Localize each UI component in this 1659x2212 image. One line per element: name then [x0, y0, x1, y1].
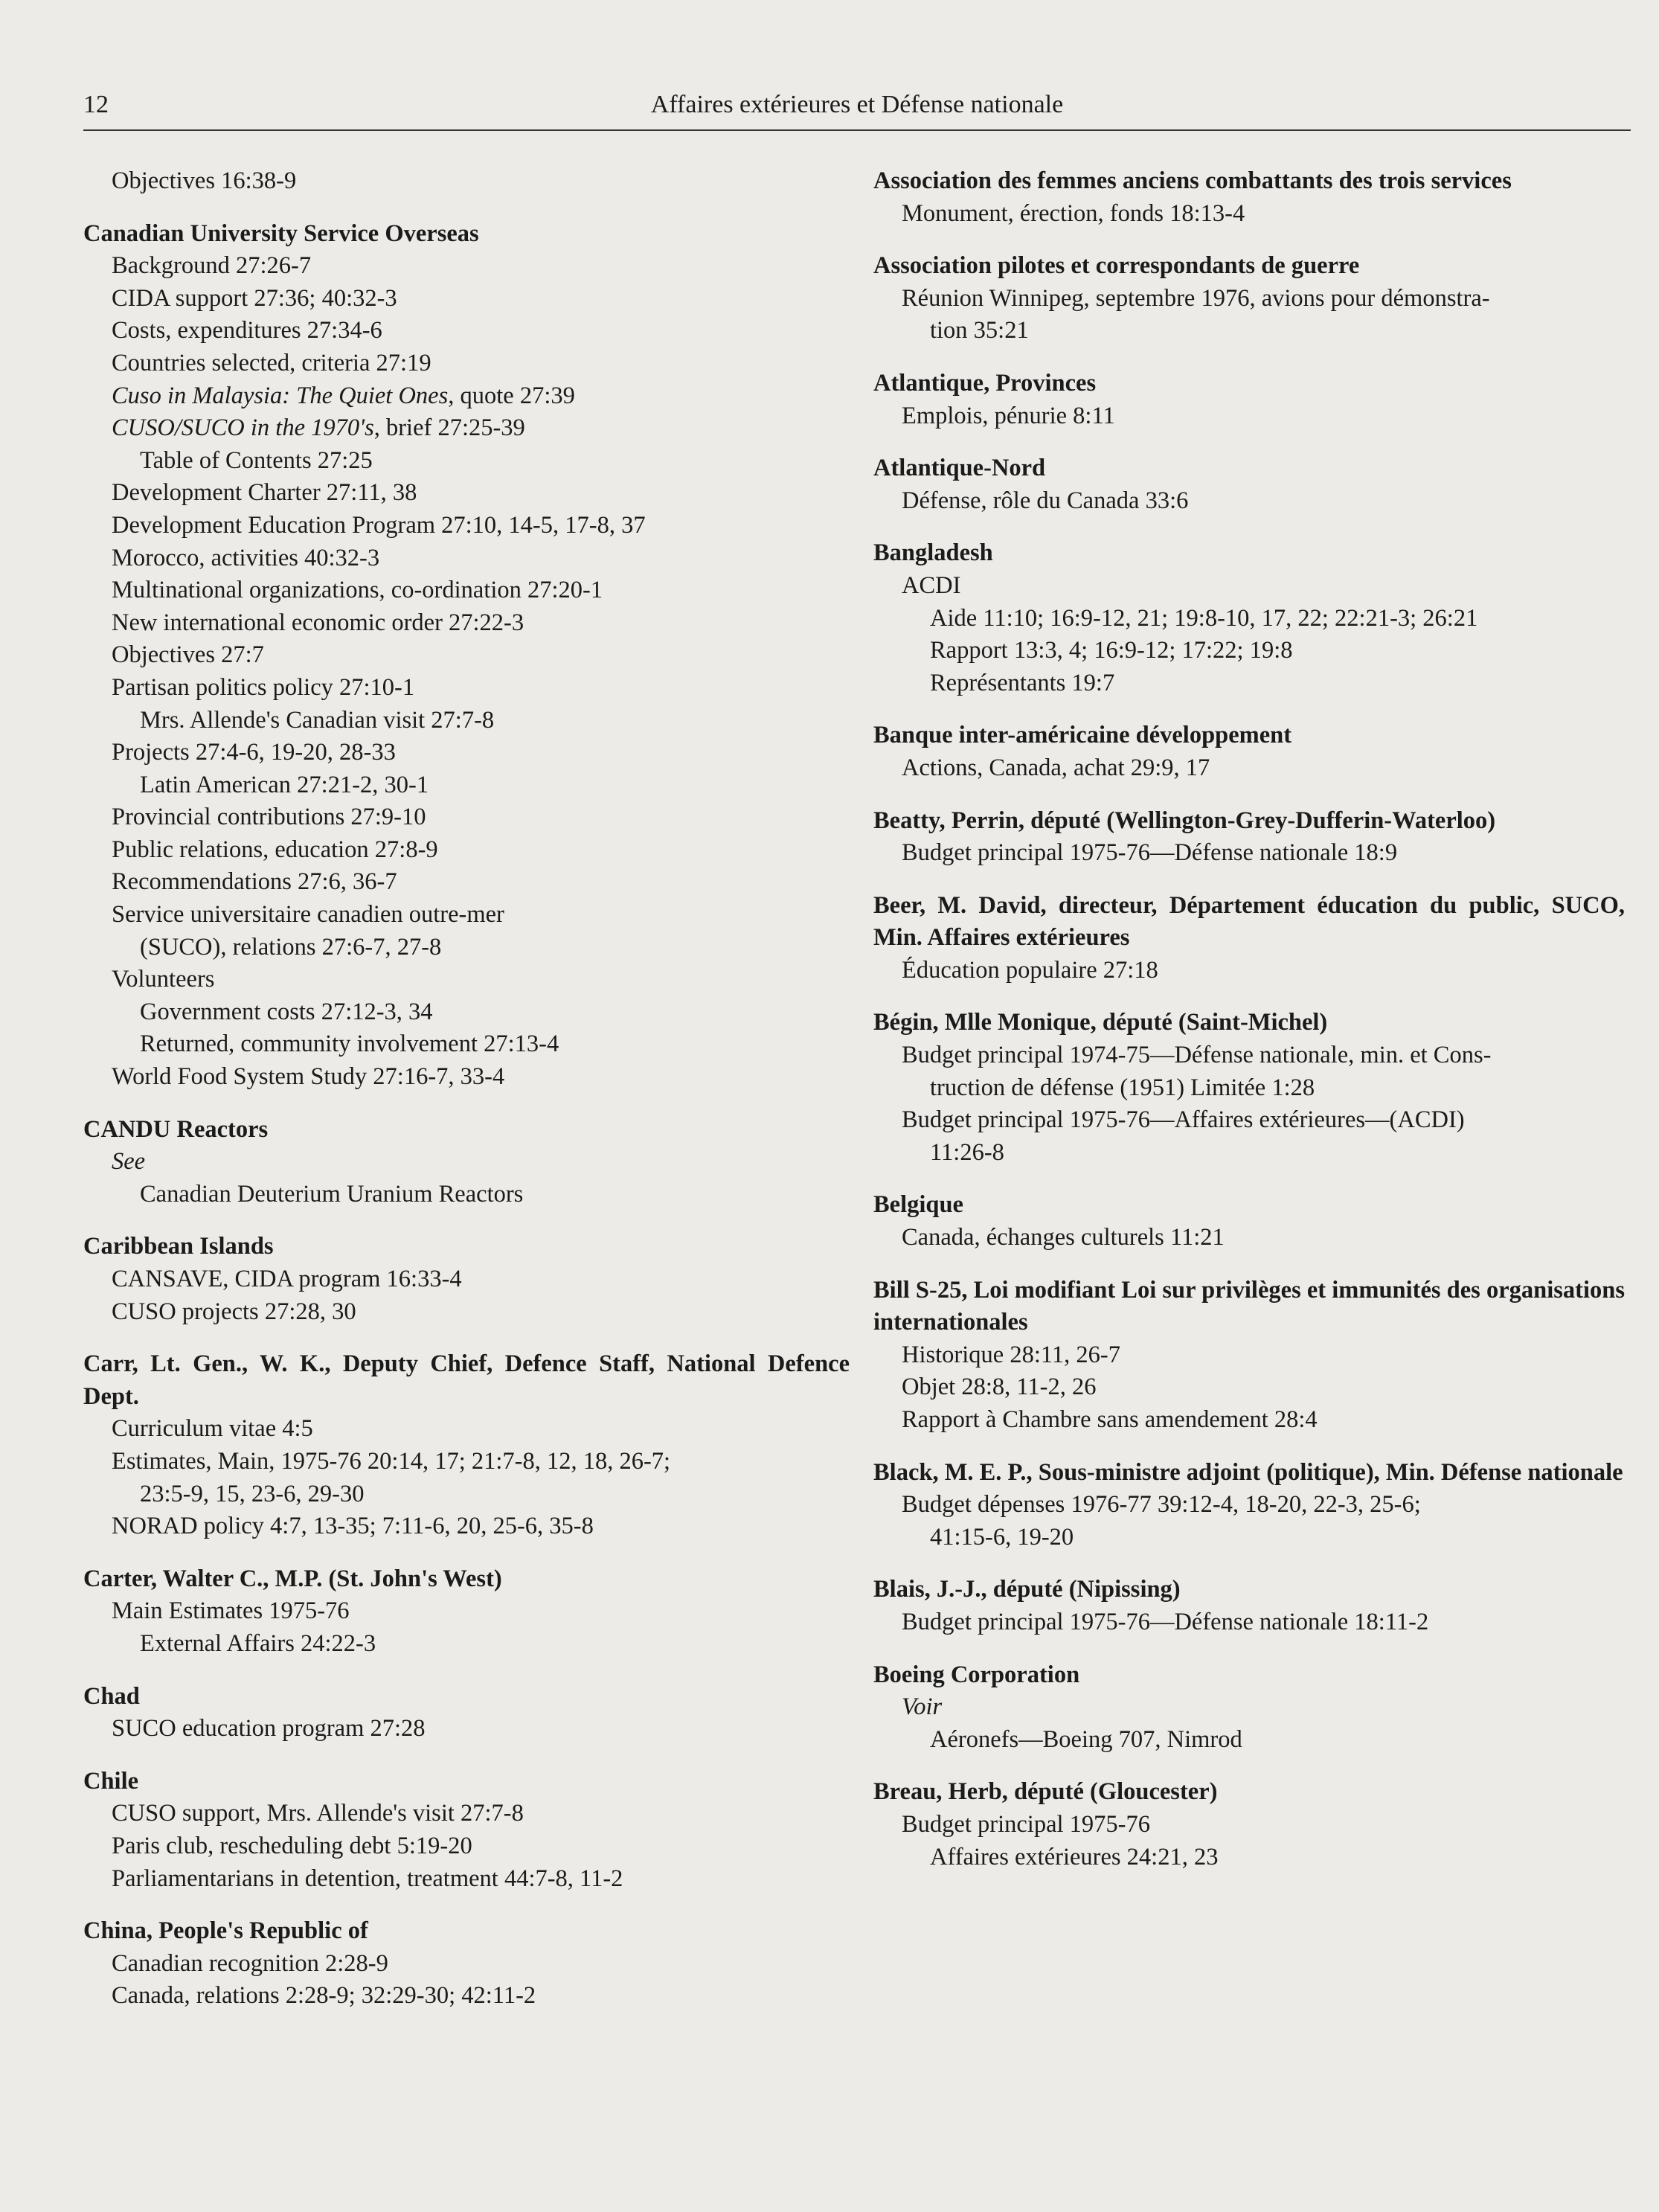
- index-heading: Chad: [83, 1682, 140, 1710]
- index-heading: Association pilotes et correspondants de guerre: [873, 252, 1360, 280]
- index-subentry: Emplois, pénurie 8:11: [902, 402, 1115, 429]
- index-heading: China, People's Republic of: [83, 1917, 368, 1945]
- index-heading: CANDU Reactors: [83, 1115, 269, 1143]
- index-heading: Carter, Walter C., M.P. (St. John's West): [83, 1565, 502, 1592]
- index-entry-carr: [83, 1348, 850, 1543]
- index-subentry: CUSO support, Mrs. Allende's visit 27:7-8: [112, 1800, 524, 1827]
- index-entry-bill-s25: [873, 1275, 1625, 1437]
- index-subentry: truction de défense (1951) Limitée 1:28: [930, 1074, 1315, 1101]
- index-entry-breau: [873, 1776, 1625, 1873]
- index-subentry: Mrs. Allende's Canadian visit 27:7-8: [140, 706, 495, 734]
- index-subentry: SUCO education program 27:28: [112, 1715, 426, 1743]
- index-subentry: New international economic order 27:22-3: [112, 609, 524, 636]
- index-subentry: Parliamentarians in detention, treatment 44:7-8, 11-2: [112, 1865, 623, 1892]
- index-subentry: Recommendations 27:6, 36-7: [112, 868, 397, 896]
- index-heading: Bégin, Mlle Monique, député (Saint-Michel): [873, 1009, 1328, 1036]
- index-subentry: CANSAVE, CIDA program 16:33-4: [112, 1266, 462, 1292]
- index-subentry: Projects 27:4-6, 19-20, 28-33: [112, 739, 396, 766]
- index-heading: Boeing Corporation: [873, 1661, 1080, 1688]
- index-subentry: Costs, expenditures 27:34-6: [112, 317, 382, 344]
- index-entry-cuso: [83, 218, 850, 1094]
- index-entry-boeing: [873, 1659, 1625, 1757]
- index-subentry: Canadian Deuterium Uranium Reactors: [140, 1180, 524, 1208]
- index-entry-china: [83, 1915, 850, 2013]
- index-subentry: Background 27:26-7: [112, 252, 312, 280]
- index-subentry: Partisan politics policy 27:10-1: [112, 673, 415, 701]
- index-entry-banque: [873, 719, 1625, 784]
- index-subentry: Budget principal 1975-76—Affaires extérieures—(ACDI): [902, 1106, 1465, 1134]
- index-subentry: Objectives 16:38-9: [112, 167, 297, 194]
- index-column-left: [83, 165, 850, 2033]
- see-reference-label: See: [112, 1148, 146, 1176]
- index-subentry: Canada, échanges culturels 11:21: [902, 1224, 1225, 1251]
- index-subentry: (SUCO), relations 27:6-7, 27-8: [140, 933, 442, 961]
- index-entry-beer: [873, 890, 1625, 987]
- index-heading: Canadian University Service Overseas: [83, 219, 479, 247]
- index-heading: Bill S-25, Loi modifiant Loi sur privilèges et immunités des organisations internationales: [873, 1276, 1625, 1336]
- index-subentry: Canada, relations 2:28-9; 32:29-30; 42:11-2: [112, 1982, 536, 2010]
- index-subentry: Actions, Canada, achat 29:9, 17: [902, 754, 1210, 781]
- index-subentry: CIDA support 27:36; 40:32-3: [112, 284, 397, 312]
- index-subentry: Development Education Program 27:10, 14-5, 17-8, 37: [112, 511, 646, 539]
- see-reference-label: Voir: [902, 1693, 943, 1721]
- index-subentry: 23:5-9, 15, 23-6, 29-30: [140, 1480, 365, 1507]
- index-subentry: Défense, rôle du Canada 33:6: [902, 487, 1189, 514]
- italic-title: Cuso in Malaysia: The Quiet Ones: [112, 382, 449, 409]
- index-subentry: Main Estimates 1975-76: [112, 1597, 350, 1625]
- index-subentry: Affaires extérieures 24:21, 23: [930, 1843, 1219, 1870]
- index-subentry: Estimates, Main, 1975-76 20:14, 17; 21:7-8, 12, 18, 26-7;: [112, 1447, 671, 1475]
- index-heading: Banque inter-américaine développement: [873, 722, 1292, 749]
- index-heading: Beatty, Perrin, député (Wellington-Grey-Dufferin-Waterloo): [873, 807, 1496, 834]
- index-subentry: Aide 11:10; 16:9-12, 21; 19:8-10, 17, 22; 22:21-3; 26:21: [930, 604, 1478, 632]
- index-entry-begin: [873, 1007, 1625, 1169]
- index-subentry: Aéronefs—Boeing 707, Nimrod: [930, 1725, 1242, 1753]
- index-column-right: [873, 165, 1625, 1894]
- index-subentry: CUSO/SUCO in the 1970's, brief 27:25-39: [112, 414, 525, 442]
- index-entry-blais: [873, 1574, 1625, 1638]
- index-entry-association-femmes: [873, 165, 1625, 230]
- index-subentry: Development Charter 27:11, 38: [112, 479, 417, 507]
- index-entry-candu: [83, 1114, 850, 1211]
- index-subentry: Public relations, education 27:8-9: [112, 836, 438, 863]
- index-entry-caribbean: [83, 1231, 850, 1328]
- index-subentry: Budget principal 1975-76—Défense nationale 18:11-2: [902, 1608, 1429, 1635]
- index-heading: Bangladesh: [873, 539, 993, 567]
- index-heading: Blais, J.-J., député (Nipissing): [873, 1576, 1181, 1603]
- index-heading: Breau, Herb, député (Gloucester): [873, 1778, 1218, 1806]
- index-subentry: World Food System Study 27:16-7, 33-4: [112, 1063, 505, 1091]
- index-subentry: Budget dépenses 1976-77 39:12-4, 18-20, 22-3, 25-6;: [902, 1491, 1421, 1519]
- index-entry-association-pilotes: [873, 250, 1625, 347]
- index-subentry: Returned, community involvement 27:13-4: [140, 1030, 559, 1058]
- index-heading: Caribbean Islands: [83, 1233, 274, 1260]
- page-header: [83, 88, 1631, 131]
- index-subentry: Budget principal 1975-76: [902, 1810, 1150, 1838]
- index-subentry: Volunteers: [112, 966, 215, 993]
- index-subentry: Objectives 27:7: [112, 641, 264, 669]
- index-subentry: Government costs 27:12-3, 34: [140, 998, 433, 1025]
- page-number: 12: [83, 91, 109, 118]
- running-title: Affaires extérieures et Défense nationale: [650, 91, 1064, 118]
- index-heading: Atlantique-Nord: [873, 455, 1046, 482]
- index-subentry: Table of Contents 27:25: [140, 446, 373, 474]
- index-subentry: CUSO projects 27:28, 30: [112, 1298, 356, 1325]
- index-subentry: Réunion Winnipeg, septembre 1976, avions pour démonstra-: [902, 284, 1490, 312]
- index-entry-belgique: [873, 1189, 1625, 1254]
- index-subentry: Latin American 27:21-2, 30-1: [140, 771, 429, 798]
- index-subentry: Service universitaire canadien outre-mer: [112, 901, 504, 929]
- index-entry-chad: [83, 1681, 850, 1745]
- index-entry-chile: [83, 1766, 850, 1895]
- index-subentry: Curriculum vitae 4:5: [112, 1415, 313, 1443]
- index-entry-atlantique: [873, 368, 1625, 432]
- index-subentry: Budget principal 1975-76—Défense nationale 18:9: [902, 839, 1398, 867]
- index-subentry: NORAD policy 4:7, 13-35; 7:11-6, 20, 25-6, 35-8: [112, 1513, 594, 1540]
- index-entry-bangladesh: [873, 537, 1625, 699]
- index-subentry: 11:26-8: [930, 1138, 1004, 1166]
- index-subentry: Représentants 19:7: [930, 669, 1115, 696]
- index-subentry: Budget principal 1974-75—Défense nationale, min. et Cons-: [902, 1042, 1492, 1069]
- index-subentry: tion 35:21: [930, 317, 1029, 344]
- index-heading: Beer, M. David, directeur, Département éducation du public, SUCO, Min. Affaires extérieures: [873, 891, 1625, 952]
- index-subentry: ACDI: [902, 571, 961, 599]
- index-entry-black: [873, 1457, 1625, 1554]
- index-entry-beatty: [873, 805, 1625, 870]
- index-subentry: Multinational organizations, co-ordination 27:20-1: [112, 577, 603, 604]
- index-subentry: Morocco, activities 40:32-3: [112, 544, 380, 571]
- index-subentry: Canadian recognition 2:28-9: [112, 1949, 388, 1977]
- index-entry-atlantique-nord: [873, 452, 1625, 517]
- index-subentry: Countries selected, criteria 27:19: [112, 349, 431, 376]
- index-subentry: Cuso in Malaysia: The Quiet Ones, quote 27:39: [112, 382, 575, 409]
- index-subentry: Rapport à Chambre sans amendement 28:4: [902, 1406, 1318, 1433]
- index-entry-carter: [83, 1563, 850, 1661]
- index-heading: Black, M. E. P., Sous-ministre adjoint (politique), Min. Défense nationale: [873, 1458, 1623, 1486]
- index-heading: Chile: [83, 1767, 139, 1795]
- index-heading: Belgique: [873, 1191, 963, 1219]
- index-subentry: External Affairs 24:22-3: [140, 1629, 376, 1657]
- index-subentry: Paris club, rescheduling debt 5:19-20: [112, 1832, 472, 1859]
- index-subentry: Historique 28:11, 26-7: [902, 1341, 1120, 1368]
- index-subentry: Éducation populaire 27:18: [902, 956, 1158, 984]
- index-entry: [83, 165, 850, 198]
- italic-title: CUSO/SUCO in the 1970's: [112, 414, 374, 442]
- index-heading: Association des femmes anciens combattants des trois services: [873, 167, 1512, 194]
- index-heading: Carr, Lt. Gen., W. K., Deputy Chief, Defence Staff, National Defence Dept.: [83, 1350, 850, 1410]
- index-subentry: 41:15-6, 19-20: [930, 1523, 1074, 1551]
- index-subentry: Provincial contributions 27:9-10: [112, 804, 426, 831]
- index-subentry: Rapport 13:3, 4; 16:9-12; 17:22; 19:8: [930, 637, 1293, 664]
- index-subentry: Monument, érection, fonds 18:13-4: [902, 199, 1245, 227]
- index-subentry: Objet 28:8, 11-2, 26: [902, 1373, 1097, 1401]
- index-heading: Atlantique, Provinces: [873, 369, 1097, 397]
